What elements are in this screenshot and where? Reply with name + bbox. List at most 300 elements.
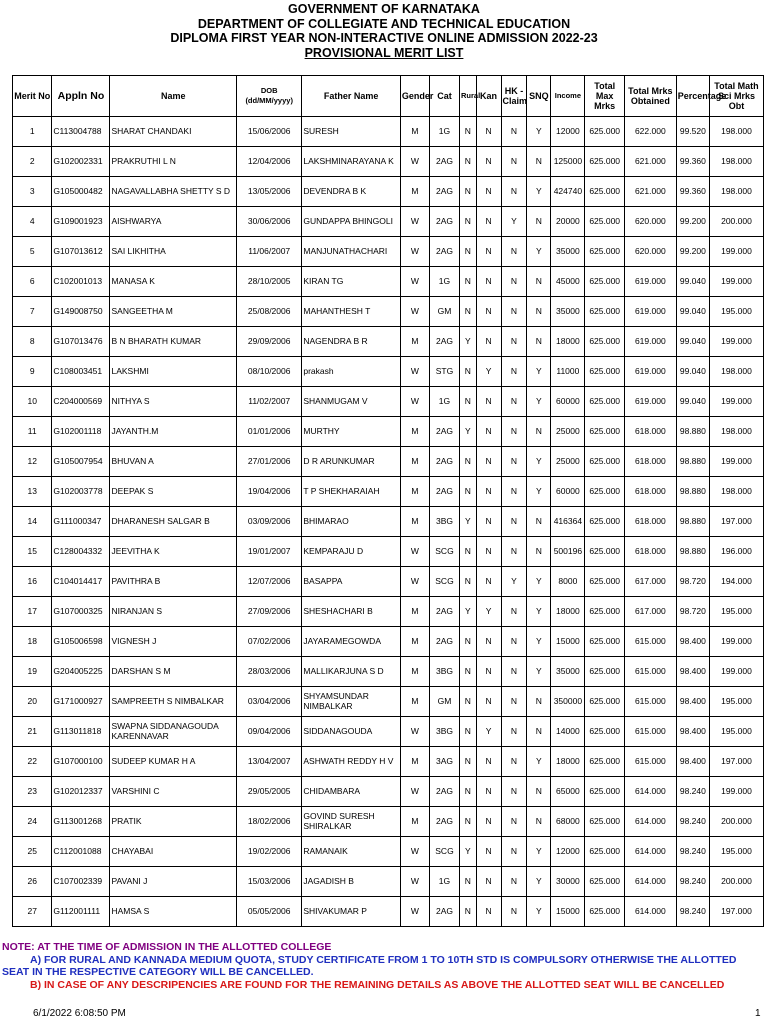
- kannada-cell: N: [476, 117, 501, 147]
- total-marks-obtained-cell: 615.000: [624, 627, 676, 657]
- dob-cell: 09/04/2006: [237, 717, 302, 747]
- merit-no-cell: 14: [13, 507, 52, 537]
- hk-claim-cell: Y: [501, 567, 527, 597]
- category-cell: SCG: [429, 837, 459, 867]
- merit-no-cell: 17: [13, 597, 52, 627]
- snq-cell: N: [527, 207, 551, 237]
- appl-no-cell: G102012337: [52, 777, 110, 807]
- snq-cell: Y: [527, 477, 551, 507]
- total-max-marks-cell: 625.000: [585, 387, 624, 417]
- hk-claim-cell: N: [501, 807, 527, 837]
- table-row: [13, 897, 764, 927]
- kannada-cell: N: [476, 657, 501, 687]
- father-name-cell: T P SHEKHARAIAH: [302, 477, 401, 507]
- col-header-dob: DOB (dd/MM/yyyy): [237, 76, 302, 117]
- table-row: [13, 297, 764, 327]
- appl-no-cell: G105000482: [52, 177, 110, 207]
- math-sci-marks-cell: 199.000: [709, 327, 763, 357]
- snq-cell: N: [527, 327, 551, 357]
- dob-cell: 12/07/2006: [237, 567, 302, 597]
- math-sci-marks-cell: 196.000: [709, 537, 763, 567]
- hk-claim-cell: N: [501, 837, 527, 867]
- total-max-marks-cell: 625.000: [585, 267, 624, 297]
- math-sci-marks-cell: 194.000: [709, 567, 763, 597]
- total-marks-obtained-cell: 614.000: [624, 807, 676, 837]
- kannada-cell: N: [476, 867, 501, 897]
- math-sci-marks-cell: 198.000: [709, 177, 763, 207]
- rural-cell: N: [460, 657, 477, 687]
- col-header-math-sci: Total Math Sci Mrks Obt: [709, 76, 763, 117]
- col-header-percentage: Percentage: [676, 76, 709, 117]
- income-cell: 60000: [551, 477, 585, 507]
- hk-claim-cell: N: [501, 867, 527, 897]
- col-header-cat: Cat: [429, 76, 459, 117]
- total-max-marks-cell: 625.000: [585, 777, 624, 807]
- hk-claim-cell: N: [501, 237, 527, 267]
- table-row: [13, 357, 764, 387]
- percentage-cell: 98.240: [676, 807, 709, 837]
- math-sci-marks-cell: 195.000: [709, 717, 763, 747]
- gender-cell: M: [400, 327, 429, 357]
- math-sci-marks-cell: 199.000: [709, 777, 763, 807]
- merit-no-cell: 25: [13, 837, 52, 867]
- appl-no-cell: G107000325: [52, 597, 110, 627]
- percentage-cell: 98.720: [676, 567, 709, 597]
- father-name-cell: GUNDAPPA BHINGOLI: [302, 207, 401, 237]
- student-name-cell: LAKSHMI: [110, 357, 237, 387]
- total-marks-obtained-cell: 614.000: [624, 777, 676, 807]
- appl-no-cell: G107000100: [52, 747, 110, 777]
- income-cell: 416364: [551, 507, 585, 537]
- total-marks-obtained-cell: 614.000: [624, 867, 676, 897]
- hk-claim-cell: N: [501, 537, 527, 567]
- rural-cell: N: [460, 297, 477, 327]
- math-sci-marks-cell: 200.000: [709, 807, 763, 837]
- father-name-cell: SHYAMSUNDAR NIMBALKAR: [302, 687, 401, 717]
- student-name-cell: DEEPAK S: [110, 477, 237, 507]
- total-marks-obtained-cell: 615.000: [624, 657, 676, 687]
- category-cell: STG: [429, 357, 459, 387]
- percentage-cell: 99.360: [676, 147, 709, 177]
- header-department: DEPARTMENT OF COLLEGIATE AND TECHNICAL EDUCATION: [197, 16, 571, 31]
- student-name-cell: CHAYABAI: [110, 837, 237, 867]
- percentage-cell: 98.880: [676, 507, 709, 537]
- percentage-cell: 99.200: [676, 237, 709, 267]
- hk-claim-cell: N: [501, 687, 527, 717]
- rural-cell: Y: [460, 417, 477, 447]
- dob-cell: 13/05/2006: [237, 177, 302, 207]
- total-max-marks-cell: 625.000: [585, 867, 624, 897]
- hk-claim-cell: N: [501, 777, 527, 807]
- hk-claim-cell: N: [501, 177, 527, 207]
- table-row: [13, 507, 764, 537]
- merit-no-cell: 11: [13, 417, 52, 447]
- math-sci-marks-cell: 198.000: [709, 147, 763, 177]
- gender-cell: M: [400, 507, 429, 537]
- gender-cell: M: [400, 627, 429, 657]
- total-max-marks-cell: 625.000: [585, 417, 624, 447]
- kannada-cell: N: [476, 147, 501, 177]
- category-cell: 3BG: [429, 507, 459, 537]
- table-row: [13, 807, 764, 837]
- math-sci-marks-cell: 199.000: [709, 267, 763, 297]
- category-cell: 2AG: [429, 327, 459, 357]
- hk-claim-cell: N: [501, 897, 527, 927]
- student-name-cell: SWAPNA SIDDANAGOUDA KARENNAVAR: [110, 717, 237, 747]
- father-name-cell: prakash: [302, 357, 401, 387]
- dob-cell: 15/03/2006: [237, 867, 302, 897]
- kannada-cell: Y: [476, 357, 501, 387]
- merit-no-cell: 1: [13, 117, 52, 147]
- snq-cell: Y: [527, 177, 551, 207]
- table-row: [13, 537, 764, 567]
- category-cell: 2AG: [429, 147, 459, 177]
- income-cell: 8000: [551, 567, 585, 597]
- total-max-marks-cell: 625.000: [585, 627, 624, 657]
- dob-cell: 30/06/2006: [237, 207, 302, 237]
- col-header-max: Total Max Mrks: [585, 76, 624, 117]
- income-cell: 11000: [551, 357, 585, 387]
- math-sci-marks-cell: 197.000: [709, 747, 763, 777]
- merit-no-cell: 10: [13, 387, 52, 417]
- father-name-cell: DEVENDRA B K: [302, 177, 401, 207]
- student-name-cell: PRATIK: [110, 807, 237, 837]
- col-header-income: Income: [551, 76, 585, 117]
- total-marks-obtained-cell: 618.000: [624, 507, 676, 537]
- total-marks-obtained-cell: 617.000: [624, 567, 676, 597]
- father-name-cell: BASAPPA: [302, 567, 401, 597]
- rural-cell: N: [460, 267, 477, 297]
- total-marks-obtained-cell: 615.000: [624, 717, 676, 747]
- dob-cell: 28/03/2006: [237, 657, 302, 687]
- student-name-cell: SAI LIKHITHA: [110, 237, 237, 267]
- category-cell: 2AG: [429, 237, 459, 267]
- col-header-snq: SNQ: [527, 76, 551, 117]
- income-cell: 18000: [551, 327, 585, 357]
- math-sci-marks-cell: 195.000: [709, 837, 763, 867]
- father-name-cell: RAMANAIK: [302, 837, 401, 867]
- table-row: [13, 837, 764, 867]
- kannada-cell: N: [476, 777, 501, 807]
- total-max-marks-cell: 625.000: [585, 897, 624, 927]
- dob-cell: 03/09/2006: [237, 507, 302, 537]
- table-row: [13, 177, 764, 207]
- rural-cell: N: [460, 387, 477, 417]
- table-row: [13, 477, 764, 507]
- math-sci-marks-cell: 198.000: [709, 477, 763, 507]
- income-cell: 35000: [551, 657, 585, 687]
- rural-cell: N: [460, 897, 477, 927]
- total-marks-obtained-cell: 621.000: [624, 177, 676, 207]
- merit-no-cell: 7: [13, 297, 52, 327]
- appl-no-cell: C204000569: [52, 387, 110, 417]
- father-name-cell: MAHANTHESH T: [302, 297, 401, 327]
- appl-no-cell: G102001118: [52, 417, 110, 447]
- snq-cell: N: [527, 147, 551, 177]
- table-row: [13, 117, 764, 147]
- kannada-cell: N: [476, 747, 501, 777]
- percentage-cell: 98.720: [676, 597, 709, 627]
- student-name-cell: DHARANESH SALGAR B: [110, 507, 237, 537]
- percentage-cell: 99.040: [676, 297, 709, 327]
- appl-no-cell: G109001923: [52, 207, 110, 237]
- kannada-cell: N: [476, 477, 501, 507]
- income-cell: 14000: [551, 717, 585, 747]
- category-cell: 2AG: [429, 177, 459, 207]
- merit-no-cell: 16: [13, 567, 52, 597]
- table-row: [13, 597, 764, 627]
- gender-cell: W: [400, 267, 429, 297]
- hk-claim-cell: N: [501, 657, 527, 687]
- table-row: [13, 567, 764, 597]
- income-cell: 68000: [551, 807, 585, 837]
- merit-no-cell: 22: [13, 747, 52, 777]
- appl-no-cell: C102001013: [52, 267, 110, 297]
- merit-no-cell: 24: [13, 807, 52, 837]
- category-cell: 2AG: [429, 597, 459, 627]
- income-cell: 15000: [551, 897, 585, 927]
- rural-cell: N: [460, 117, 477, 147]
- father-name-cell: BHIMARAO: [302, 507, 401, 537]
- kannada-cell: N: [476, 507, 501, 537]
- hk-claim-cell: N: [501, 717, 527, 747]
- gender-cell: W: [400, 837, 429, 867]
- kannada-cell: N: [476, 267, 501, 297]
- math-sci-marks-cell: 199.000: [709, 657, 763, 687]
- student-name-cell: JEEVITHA K: [110, 537, 237, 567]
- merit-no-cell: 18: [13, 627, 52, 657]
- total-marks-obtained-cell: 619.000: [624, 267, 676, 297]
- father-name-cell: CHIDAMBARA: [302, 777, 401, 807]
- total-max-marks-cell: 625.000: [585, 537, 624, 567]
- col-header-obtained: Total Mrks Obtained: [624, 76, 676, 117]
- total-max-marks-cell: 625.000: [585, 507, 624, 537]
- hk-claim-cell: N: [501, 267, 527, 297]
- snq-cell: N: [527, 417, 551, 447]
- rural-cell: N: [460, 717, 477, 747]
- merit-no-cell: 13: [13, 477, 52, 507]
- appl-no-cell: G102002331: [52, 147, 110, 177]
- merit-no-cell: 6: [13, 267, 52, 297]
- category-cell: 3BG: [429, 657, 459, 687]
- father-name-cell: JAGADISH B: [302, 867, 401, 897]
- appl-no-cell: G111000347: [52, 507, 110, 537]
- student-name-cell: BHUVAN A: [110, 447, 237, 477]
- student-name-cell: HAMSA S: [110, 897, 237, 927]
- header-list-title: PROVISIONAL MERIT LIST: [304, 45, 464, 60]
- total-max-marks-cell: 625.000: [585, 837, 624, 867]
- table-row: [13, 747, 764, 777]
- col-header-kan: Kan: [476, 76, 501, 117]
- rural-cell: N: [460, 177, 477, 207]
- rural-cell: N: [460, 147, 477, 177]
- appl-no-cell: G149008750: [52, 297, 110, 327]
- student-name-cell: DARSHAN S M: [110, 657, 237, 687]
- total-marks-obtained-cell: 620.000: [624, 207, 676, 237]
- gender-cell: M: [400, 747, 429, 777]
- merit-no-cell: 27: [13, 897, 52, 927]
- dob-cell: 03/04/2006: [237, 687, 302, 717]
- snq-cell: Y: [527, 117, 551, 147]
- total-max-marks-cell: 625.000: [585, 297, 624, 327]
- hk-claim-cell: N: [501, 627, 527, 657]
- gender-cell: M: [400, 807, 429, 837]
- rural-cell: N: [460, 477, 477, 507]
- gender-cell: M: [400, 687, 429, 717]
- father-name-cell: SHANMUGAM V: [302, 387, 401, 417]
- student-name-cell: SUDEEP KUMAR H A: [110, 747, 237, 777]
- hk-claim-cell: N: [501, 297, 527, 327]
- kannada-cell: N: [476, 627, 501, 657]
- dob-cell: 12/04/2006: [237, 147, 302, 177]
- rural-cell: N: [460, 807, 477, 837]
- father-name-cell: LAKSHMINARAYANA K: [302, 147, 401, 177]
- income-cell: 125000: [551, 147, 585, 177]
- hk-claim-cell: N: [501, 507, 527, 537]
- category-cell: 1G: [429, 387, 459, 417]
- total-marks-obtained-cell: 619.000: [624, 357, 676, 387]
- merit-list-table: [12, 75, 764, 927]
- merit-no-cell: 4: [13, 207, 52, 237]
- gender-cell: W: [400, 897, 429, 927]
- snq-cell: Y: [527, 387, 551, 417]
- father-name-cell: ASHWATH REDDY H V: [302, 747, 401, 777]
- snq-cell: N: [527, 267, 551, 297]
- rural-cell: N: [460, 747, 477, 777]
- total-marks-obtained-cell: 619.000: [624, 327, 676, 357]
- student-name-cell: PAVANI J: [110, 867, 237, 897]
- father-name-cell: MANJUNATHACHARI: [302, 237, 401, 267]
- dob-cell: 11/02/2007: [237, 387, 302, 417]
- percentage-cell: 99.360: [676, 177, 709, 207]
- category-cell: SCG: [429, 567, 459, 597]
- header-admission: DIPLOMA FIRST YEAR NON-INTERACTIVE ONLINE ADMISSION 2022-23: [170, 31, 598, 45]
- income-cell: 65000: [551, 777, 585, 807]
- father-name-cell: GOVIND SURESH SHIRALKAR: [302, 807, 401, 837]
- appl-no-cell: G107013612: [52, 237, 110, 267]
- merit-no-cell: 9: [13, 357, 52, 387]
- merit-no-cell: 21: [13, 717, 52, 747]
- kannada-cell: N: [476, 387, 501, 417]
- rural-cell: N: [460, 627, 477, 657]
- gender-cell: W: [400, 867, 429, 897]
- dob-cell: 29/09/2006: [237, 327, 302, 357]
- income-cell: 12000: [551, 837, 585, 867]
- appl-no-cell: G107013476: [52, 327, 110, 357]
- merit-no-cell: 15: [13, 537, 52, 567]
- student-name-cell: SHARAT CHANDAKI: [110, 117, 237, 147]
- percentage-cell: 98.880: [676, 477, 709, 507]
- table-row: [13, 267, 764, 297]
- snq-cell: Y: [527, 597, 551, 627]
- total-marks-obtained-cell: 619.000: [624, 387, 676, 417]
- total-marks-obtained-cell: 620.000: [624, 237, 676, 267]
- percentage-cell: 99.040: [676, 267, 709, 297]
- table-row: [13, 777, 764, 807]
- hk-claim-cell: N: [501, 417, 527, 447]
- father-name-cell: SIDDANAGOUDA: [302, 717, 401, 747]
- kannada-cell: N: [476, 447, 501, 477]
- hk-claim-cell: N: [501, 387, 527, 417]
- col-header-father: Father Name: [302, 76, 401, 117]
- income-cell: 25000: [551, 417, 585, 447]
- table-row: [13, 387, 764, 417]
- dob-cell: 15/06/2006: [237, 117, 302, 147]
- income-cell: 424740: [551, 177, 585, 207]
- total-max-marks-cell: 625.000: [585, 117, 624, 147]
- dob-cell: 29/05/2005: [237, 777, 302, 807]
- col-header-merit: Merit No: [13, 76, 52, 117]
- total-marks-obtained-cell: 618.000: [624, 537, 676, 567]
- gender-cell: M: [400, 177, 429, 207]
- gender-cell: W: [400, 387, 429, 417]
- income-cell: 35000: [551, 237, 585, 267]
- appl-no-cell: G102003778: [52, 477, 110, 507]
- kannada-cell: N: [476, 687, 501, 717]
- student-name-cell: PAVITHRA B: [110, 567, 237, 597]
- rural-cell: Y: [460, 837, 477, 867]
- income-cell: 500196: [551, 537, 585, 567]
- percentage-cell: 98.400: [676, 687, 709, 717]
- gender-cell: W: [400, 777, 429, 807]
- total-max-marks-cell: 625.000: [585, 657, 624, 687]
- math-sci-marks-cell: 198.000: [709, 357, 763, 387]
- total-max-marks-cell: 625.000: [585, 177, 624, 207]
- merit-no-cell: 2: [13, 147, 52, 177]
- appl-no-cell: G112001111: [52, 897, 110, 927]
- merit-no-cell: 5: [13, 237, 52, 267]
- student-name-cell: NITHYA S: [110, 387, 237, 417]
- kannada-cell: N: [476, 897, 501, 927]
- percentage-cell: 98.240: [676, 777, 709, 807]
- income-cell: 12000: [551, 117, 585, 147]
- print-timestamp: 6/1/2022 6:08:50 PM: [33, 1008, 126, 1019]
- percentage-cell: 98.400: [676, 627, 709, 657]
- merit-no-cell: 19: [13, 657, 52, 687]
- note-title: NOTE: AT THE TIME OF ADMISSION IN THE ALLOTTED COLLEGE: [2, 941, 332, 953]
- student-name-cell: SAMPREETH S NIMBALKAR: [110, 687, 237, 717]
- appl-no-cell: C113004788: [52, 117, 110, 147]
- kannada-cell: N: [476, 327, 501, 357]
- gender-cell: W: [400, 717, 429, 747]
- total-max-marks-cell: 625.000: [585, 567, 624, 597]
- gender-cell: W: [400, 537, 429, 567]
- category-cell: 1G: [429, 867, 459, 897]
- father-name-cell: KIRAN TG: [302, 267, 401, 297]
- rural-cell: Y: [460, 327, 477, 357]
- table-row: [13, 327, 764, 357]
- math-sci-marks-cell: 200.000: [709, 207, 763, 237]
- hk-claim-cell: N: [501, 117, 527, 147]
- merit-no-cell: 12: [13, 447, 52, 477]
- student-name-cell: JAYANTH.M: [110, 417, 237, 447]
- merit-no-cell: 23: [13, 777, 52, 807]
- hk-claim-cell: N: [501, 747, 527, 777]
- table-row: [13, 147, 764, 177]
- student-name-cell: VIGNESH J: [110, 627, 237, 657]
- total-max-marks-cell: 625.000: [585, 717, 624, 747]
- father-name-cell: KEMPARAJU D: [302, 537, 401, 567]
- percentage-cell: 98.240: [676, 867, 709, 897]
- snq-cell: Y: [527, 747, 551, 777]
- percentage-cell: 98.400: [676, 717, 709, 747]
- percentage-cell: 98.880: [676, 447, 709, 477]
- math-sci-marks-cell: 195.000: [709, 687, 763, 717]
- snq-cell: N: [527, 537, 551, 567]
- dob-cell: 11/06/2007: [237, 237, 302, 267]
- appl-no-cell: G113001268: [52, 807, 110, 837]
- total-marks-obtained-cell: 618.000: [624, 447, 676, 477]
